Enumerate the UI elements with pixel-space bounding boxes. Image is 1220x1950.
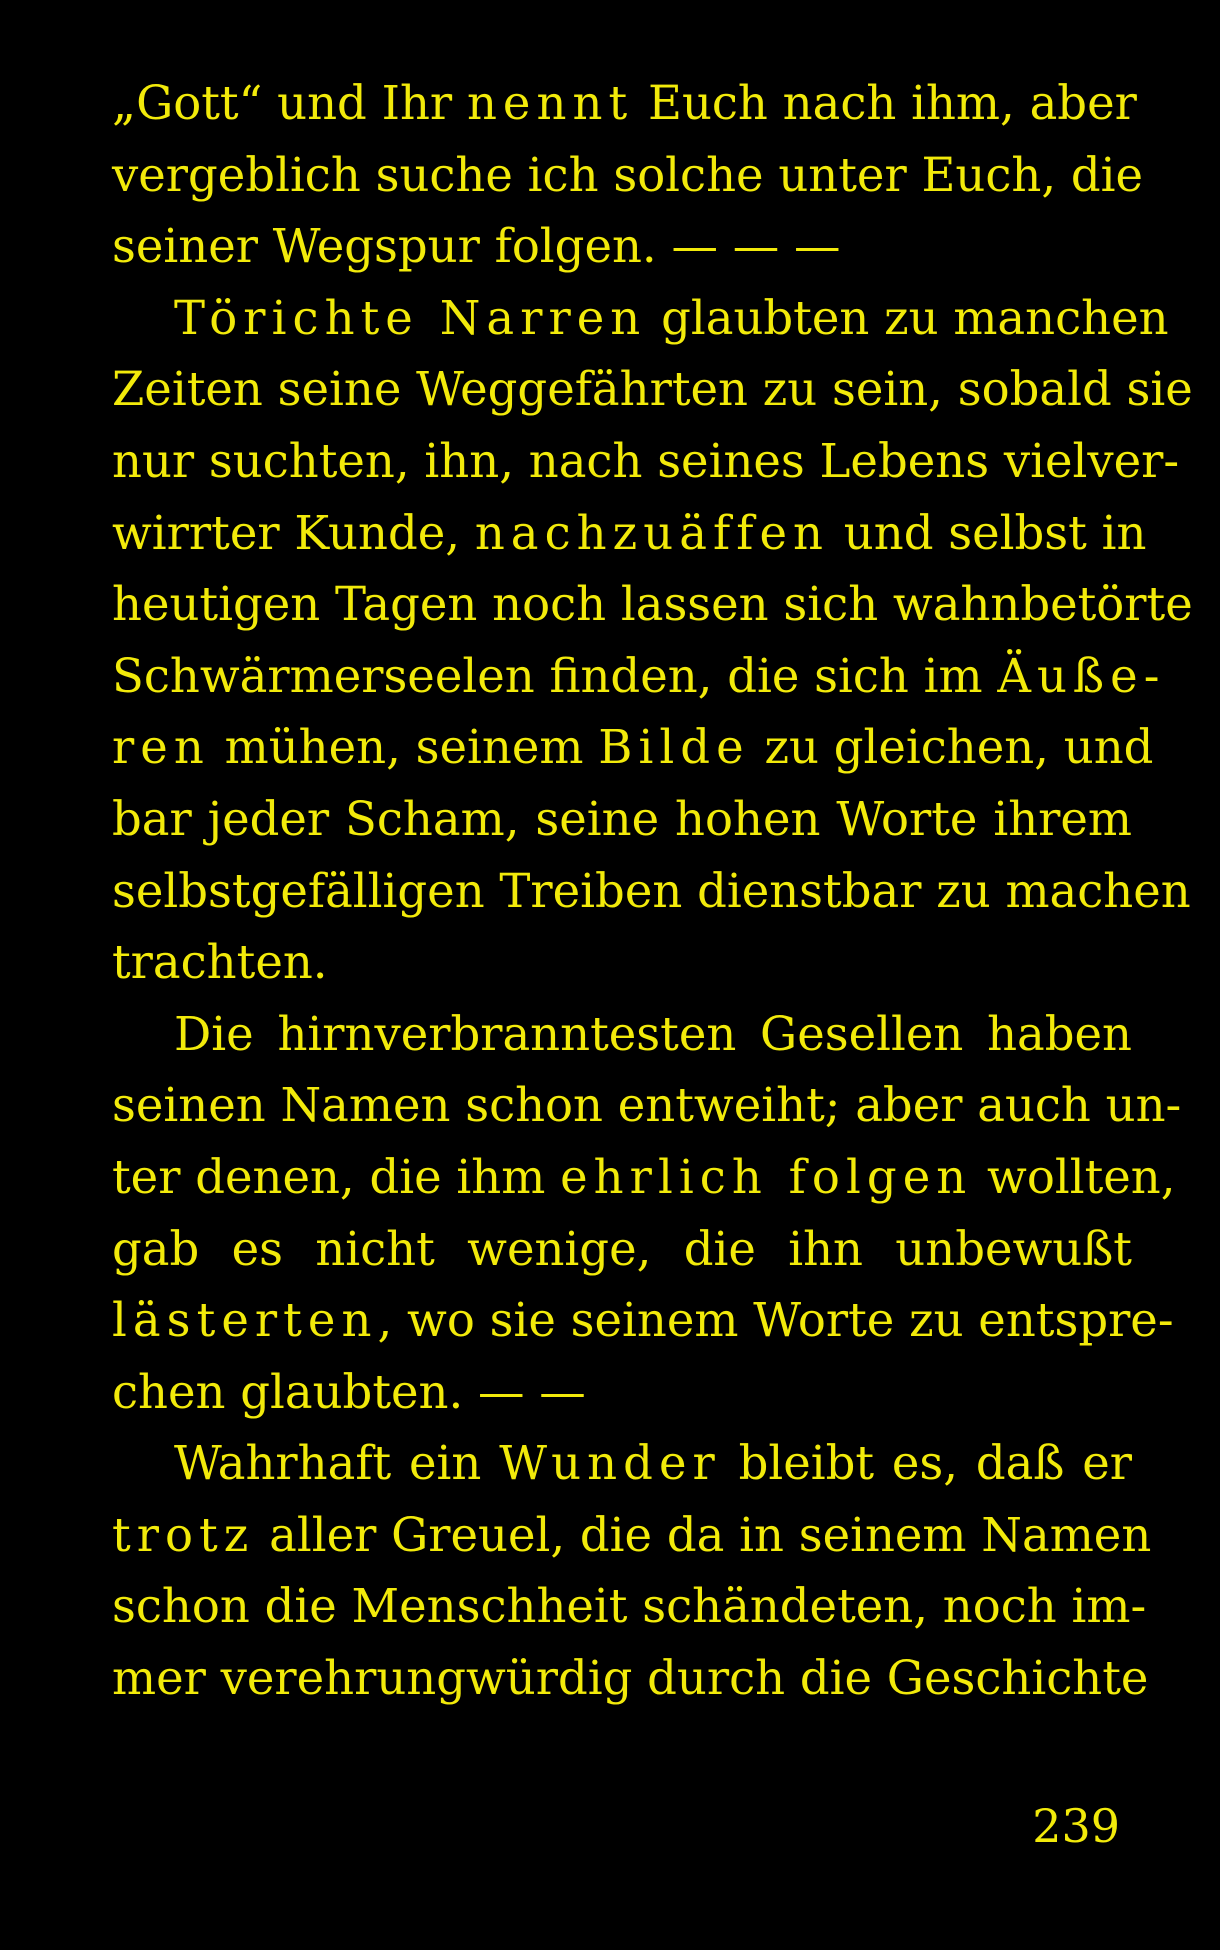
text-line: selbstgefälligen Treiben dienstbar zu machen (112, 863, 1191, 918)
text-line: bar jeder Scham, seine hohen Worte ihrem (112, 791, 1132, 846)
text-line: schon die Menschheit schändeten, noch im- (112, 1579, 1147, 1634)
spaced-emphasis: Bilde (598, 720, 750, 775)
text-line: mer verehrungwürdig durch die Geschichte (112, 1651, 1149, 1706)
text-line: trachten. (112, 935, 328, 990)
body-text (112, 68, 1193, 1715)
text-line: gab es nicht wenige, die ihn unbewußt (112, 1221, 1132, 1276)
spaced-emphasis: trotz (112, 1507, 255, 1562)
page-number: 239 (1032, 1799, 1120, 1853)
text-line: chen glaubten. — — (112, 1364, 586, 1419)
text-line: nur suchten, ihn, nach seines Lebens vielver- (112, 433, 1180, 488)
spaced-emphasis: nachzuäffen (474, 505, 830, 560)
text-line: Wahrhaft ein Wunder bleibt es, daß er (174, 1436, 1132, 1491)
spaced-emphasis: Wunder (499, 1436, 721, 1491)
text-line: wirrter Kunde, nachzuäffen und selbst in (112, 505, 1147, 560)
spaced-emphasis: ehrlich folgen (560, 1149, 973, 1204)
spaced-emphasis: Äuße- (997, 648, 1166, 703)
text-line: Schwärmerseelen finden, die sich im Äuße- (112, 648, 1166, 703)
text-line: vergeblich suche ich solche unter Euch, die (112, 147, 1144, 202)
text-line: trotz aller Greuel, die da in seinem Namen (112, 1507, 1152, 1562)
text-line: ter denen, die ihm ehrlich folgen wollten, (112, 1149, 1176, 1204)
text-line: heutigen Tagen noch lassen sich wahnbetörte (112, 577, 1193, 632)
spaced-emphasis: ren (112, 720, 210, 775)
text-line: lästerten, wo sie seinem Worte zu entspre- (112, 1293, 1174, 1348)
text-line: ren mühen, seinem Bilde zu gleichen, und (112, 720, 1154, 775)
spaced-emphasis: lästerten (112, 1293, 378, 1348)
text-line: seiner Wegspur folgen. — — — (112, 219, 841, 274)
text-line: Die hirnverbranntesten Gesellen haben (174, 1006, 1132, 1061)
text-line: Zeiten seine Weggefährten zu sein, sobald sie (112, 362, 1193, 417)
text-line: seinen Namen schon entweiht; aber auch un- (112, 1078, 1182, 1133)
text-line: „Gott“ und Ihr nennt Euch nach ihm, aber (112, 76, 1137, 130)
spaced-emphasis: nennt (466, 76, 634, 130)
text-line: Törichte Narren glaubten zu manchen (174, 290, 1169, 345)
spaced-emphasis: Törichte Narren (174, 290, 647, 345)
